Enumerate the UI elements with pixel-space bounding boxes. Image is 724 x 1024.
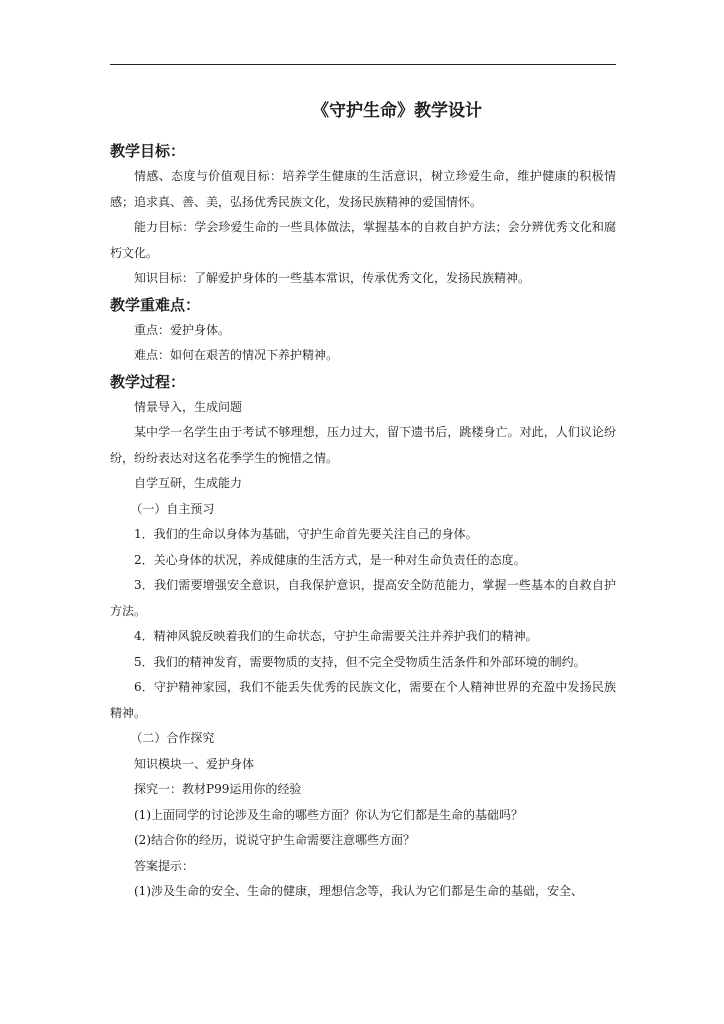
paragraph-attitude-goal: 情感、态度与价值观目标：培养学生健康的生活意识，树立珍爱生命，维护健康的积极情感；追求真、善、美，弘扬优秀民族文化，发扬民族精神的爱国情怀。 <box>110 169 616 209</box>
paragraph-self-study: 自学互研，生成能力 <box>134 476 243 490</box>
list-item-preview-1: 1．我们的生命以身体为基础，守护生命首先要关注自己的身体。 <box>134 527 478 541</box>
paragraph-question-2: (2)结合你的经历，说说守护生命需要注意哪些方面？ <box>134 833 416 847</box>
section-heading-key-points: 教学重难点： <box>110 295 201 314</box>
document-body <box>110 98 616 905</box>
paragraph-answer-1: (1)涉及生命的安全、生命的健康，理想信念等，我认为它们都是生命的基础，安全、 <box>134 884 584 898</box>
section-heading-process: 教学过程： <box>110 372 186 391</box>
document-title: 《守护生命》教学设计 <box>312 101 482 121</box>
list-item-preview-5: 5．我们的精神发育，需要物质的支持，但不完全受物质生活条件和外部环境的制约。 <box>134 654 586 669</box>
paragraph-module-one: 知识模块一、爱护身体 <box>134 756 255 771</box>
paragraph-answer-hint: 答案提示： <box>134 858 195 873</box>
paragraph-scene-story: 某中学一名学生由于考试不够理想，压力过大，留下遗书后，跳楼身亡。对此，人们议论纷纷，纷纷表达对这名花季学生的惋惜之情。 <box>110 425 616 465</box>
section-heading-goals: 教学目标： <box>110 142 186 160</box>
paragraph-cooperation-heading: （二）合作探究 <box>130 731 215 745</box>
paragraph-difficult-point: 难点：如何在艰苦的情况下养护精神。 <box>134 348 339 362</box>
paragraph-question-1: (1)上面同学的讨论涉及生命的哪些方面？你认为它们都是生命的基础吗？ <box>134 807 524 822</box>
paragraph-preview-heading: （一）自主预习 <box>130 501 215 516</box>
paragraph-ability-goal: 能力目标：学会珍爱生命的一些具体做法，掌握基本的自救自护方法；会分辨优秀文化和腐朽文化。 <box>110 220 616 260</box>
paragraph-scene-intro: 情景导入，生成问题 <box>134 399 243 414</box>
paragraph-inquiry-one: 探究一：教材P99运用你的经验 <box>134 782 302 796</box>
list-item-preview-6: 6．守护精神家园，我们不能丢失优秀的民族文化，需要在个人精神世界的充盈中发扬民族精神。 <box>110 680 616 720</box>
list-item-preview-2: 2．关心身体的状况，养成健康的生活方式，是一种对生命负责任的态度。 <box>134 552 526 567</box>
paragraph-key-point: 重点：爱护身体。 <box>134 322 231 337</box>
list-item-preview-4: 4．精神风貌反映着我们的生命状态，守护生命需要关注并养护我们的精神。 <box>134 629 538 643</box>
header-rule <box>110 64 616 65</box>
paragraph-knowledge-goal: 知识目标：了解爱护身体的一些基本常识，传承优秀文化，发扬民族精神。 <box>134 271 531 285</box>
list-item-preview-3: 3．我们需要增强安全意识，自我保护意识，提高安全防范能力，掌握一些基本的自救自护方法。 <box>110 578 616 618</box>
